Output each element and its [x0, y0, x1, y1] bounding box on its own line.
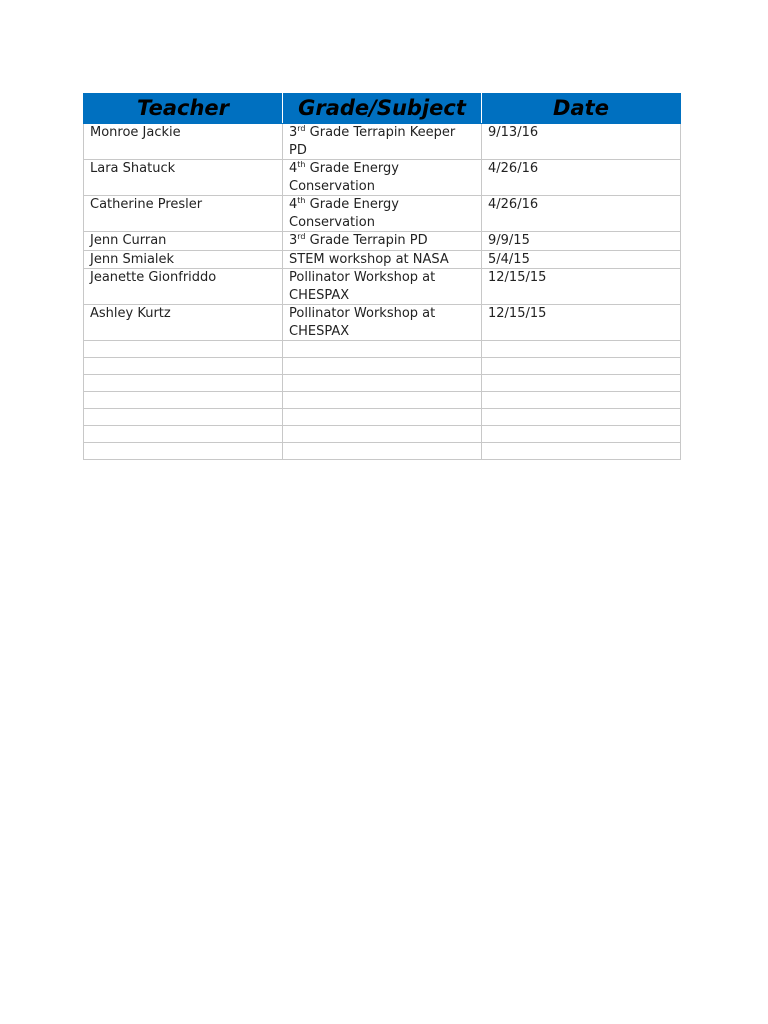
empty-cell	[84, 409, 283, 426]
header-date: Date	[482, 94, 681, 124]
empty-table-row	[84, 426, 681, 443]
empty-cell	[84, 443, 283, 460]
subject-text: Grade Energy Conservation	[289, 161, 399, 194]
table-row	[84, 269, 681, 305]
empty-cell	[482, 375, 681, 392]
empty-cell	[84, 341, 283, 358]
empty-table-row	[84, 375, 681, 392]
subject-text: Grade Energy Conservation	[289, 197, 399, 230]
empty-cell	[84, 375, 283, 392]
grade-number: 3	[289, 125, 298, 140]
grade-subject-cell	[283, 124, 482, 160]
table-row	[84, 160, 681, 196]
empty-cell	[84, 392, 283, 409]
empty-table-row	[84, 341, 681, 358]
teacher-cell: Jeanette Gionfriddo	[84, 269, 283, 305]
table-row	[84, 250, 681, 269]
subject-text: STEM workshop at NASA	[289, 251, 449, 267]
subject-text: Grade Terrapin PD	[305, 233, 428, 248]
empty-table-row	[84, 392, 681, 409]
teacher-cell: Jenn Smialek	[84, 250, 283, 269]
date-cell: 9/9/15	[482, 232, 681, 251]
teacher-cell: Monroe Jackie	[84, 124, 283, 160]
date-cell: 9/13/16	[482, 124, 681, 160]
empty-cell	[482, 358, 681, 375]
grade-ordinal-suffix: th	[297, 196, 306, 205]
grade-subject-cell	[283, 269, 482, 305]
teacher-cell: Jenn Curran	[84, 232, 283, 251]
date-cell: 5/4/15	[482, 250, 681, 269]
grade-ordinal-suffix: rd	[297, 232, 306, 241]
empty-cell	[482, 426, 681, 443]
empty-cell	[482, 392, 681, 409]
teacher-workshop-table	[83, 93, 681, 460]
empty-cell	[84, 426, 283, 443]
empty-table-row	[84, 443, 681, 460]
table-row	[84, 305, 681, 341]
grade-subject-cell	[283, 250, 482, 269]
table-row	[84, 124, 681, 160]
subject-text: Grade Terrapin Keeper PD	[289, 125, 456, 158]
empty-cell	[482, 341, 681, 358]
empty-cell	[283, 409, 482, 426]
empty-cell	[283, 392, 482, 409]
date-cell: 4/26/16	[482, 160, 681, 196]
grade-subject-cell	[283, 232, 482, 251]
empty-cell	[482, 409, 681, 426]
subject-text: Pollinator Workshop at CHESPAX	[289, 306, 436, 339]
grade-ordinal-suffix: rd	[297, 124, 306, 133]
grade-number: 3	[289, 233, 298, 248]
grade-subject-cell	[283, 160, 482, 196]
empty-cell	[283, 358, 482, 375]
empty-cell	[283, 443, 482, 460]
empty-table-row	[84, 358, 681, 375]
teacher-cell: Catherine Presler	[84, 196, 283, 232]
empty-cell	[283, 341, 482, 358]
grade-subject-cell	[283, 196, 482, 232]
table-row	[84, 232, 681, 251]
date-cell: 4/26/16	[482, 196, 681, 232]
date-cell: 12/15/15	[482, 269, 681, 305]
table-row	[84, 196, 681, 232]
grade-subject-cell	[283, 305, 482, 341]
empty-cell	[283, 426, 482, 443]
empty-cell	[84, 358, 283, 375]
empty-cell	[283, 375, 482, 392]
grade-number: 4	[289, 197, 298, 212]
empty-cell	[482, 443, 681, 460]
teacher-cell: Ashley Kurtz	[84, 305, 283, 341]
header-grade-subject: Grade/Subject	[283, 94, 482, 124]
subject-text: Pollinator Workshop at CHESPAX	[289, 270, 436, 303]
date-cell: 12/15/15	[482, 305, 681, 341]
grade-number: 4	[289, 161, 298, 176]
teacher-cell: Lara Shatuck	[84, 160, 283, 196]
empty-table-row	[84, 409, 681, 426]
grade-ordinal-suffix: th	[297, 160, 306, 169]
header-teacher: Teacher	[84, 94, 283, 124]
header-row	[84, 94, 681, 124]
